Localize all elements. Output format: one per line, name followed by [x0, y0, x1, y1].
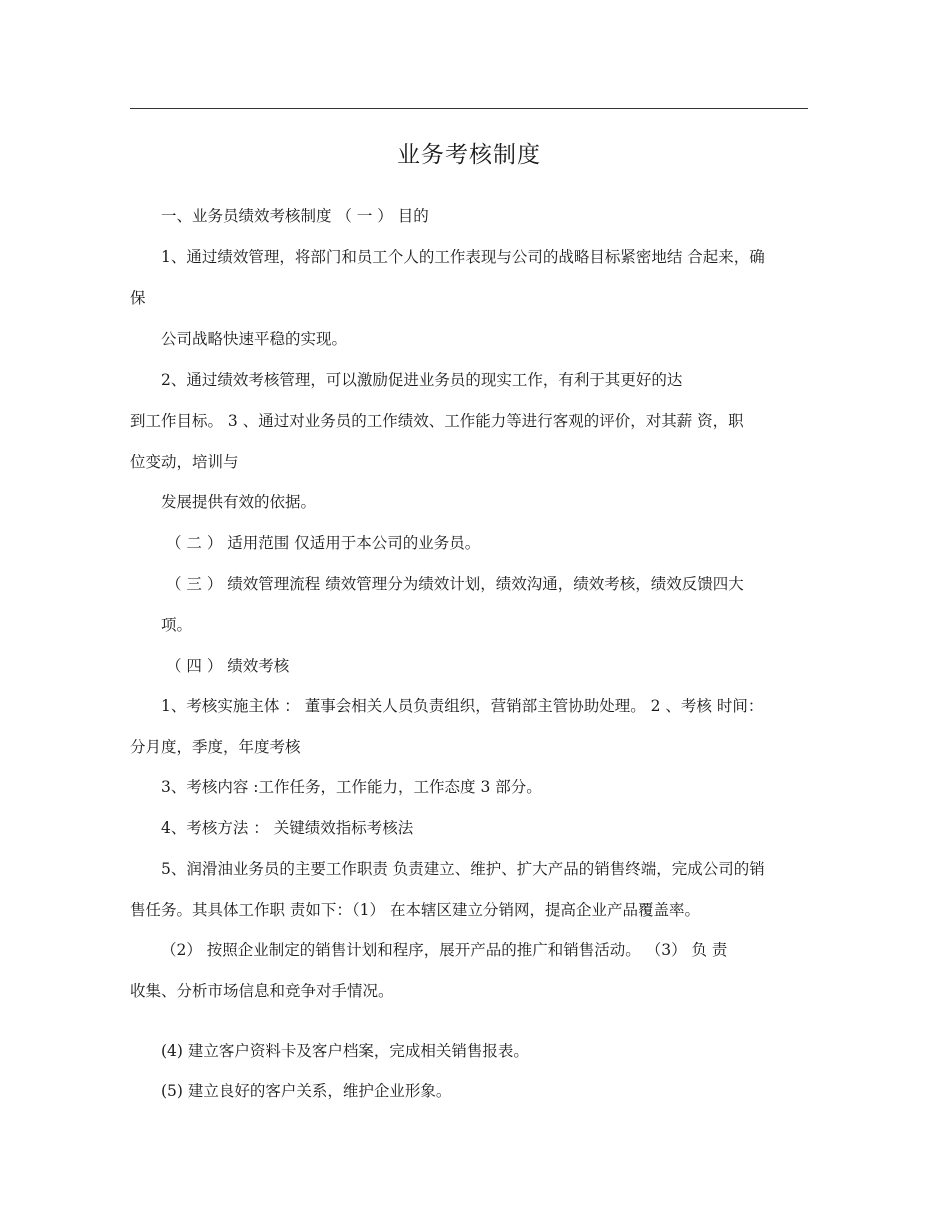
paragraph-line: 1、通过绩效管理，将部门和员工个人的工作表现与公司的战略目标紧密地结 合起来，确	[161, 248, 765, 266]
paragraph-line: 3、考核内容 :工作任务，工作能力，工作态度 3 部分。	[161, 778, 542, 796]
paragraph-line: 保	[130, 289, 146, 307]
document-title: 业务考核制度	[397, 142, 541, 168]
paragraph-line: 到工作目标。 3 、通过对业务员的工作绩效、工作能力等进行客观的评价，对其薪 资，职	[130, 412, 744, 430]
section-heading-process: （ 三 ） 绩效管理流程 绩效管理分为绩效计划，绩效沟通，绩效考核，绩效反馈四大	[166, 575, 744, 593]
paragraph-line: 公司战略快速平稳的实现。	[161, 330, 348, 348]
section-heading-purpose: 一、业务员绩效考核制度 （ 一 ） 目的	[161, 207, 429, 225]
paragraph-line: 4、考核方法 ： 关键绩效指标考核法	[161, 819, 414, 837]
paragraph-line: 收集、分析市场信息和竞争对手情况。	[130, 982, 394, 1000]
paragraph-line: 项。	[161, 616, 193, 634]
paragraph-line: 分月度，季度，年度考核	[130, 738, 301, 756]
paragraph-line: 位变动，培训与	[130, 453, 239, 471]
paragraph-line: 2、通过绩效考核管理，可以激励促进业务员的现实工作，有利于其更好的达	[161, 371, 683, 389]
section-heading-scope: （ 二 ） 适用范围 仅适用于本公司的业务员。	[166, 534, 481, 552]
section-heading-assessment: （ 四 ） 绩效考核	[166, 657, 290, 675]
paragraph-line: 发展提供有效的依据。	[161, 493, 317, 511]
paragraph-line: 5、润滑油业务员的主要工作职责 负责建立、维护、扩大产品的销售终端，完成公司的销	[161, 860, 765, 878]
header-rule	[130, 108, 808, 109]
paragraph-line: 售任务。其具体工作职 责如下：（1） 在本辖区建立分销网，提高企业产品覆盖率。	[130, 901, 700, 919]
paragraph-line: （2） 按照企业制定的销售计划和程序，展开产品的推广和销售活动。 （3） 负 责	[161, 941, 728, 959]
paragraph-line: (5) 建立良好的客户关系，维护企业形象。	[161, 1082, 452, 1100]
paragraph-line: (4) 建立客户资料卡及客户档案，完成相关销售报表。	[161, 1042, 529, 1060]
paragraph-line: 1、考核实施主体 ： 董事会相关人员负责组织，营销部主管协助处理。 2 、考核 时间：	[161, 697, 764, 715]
